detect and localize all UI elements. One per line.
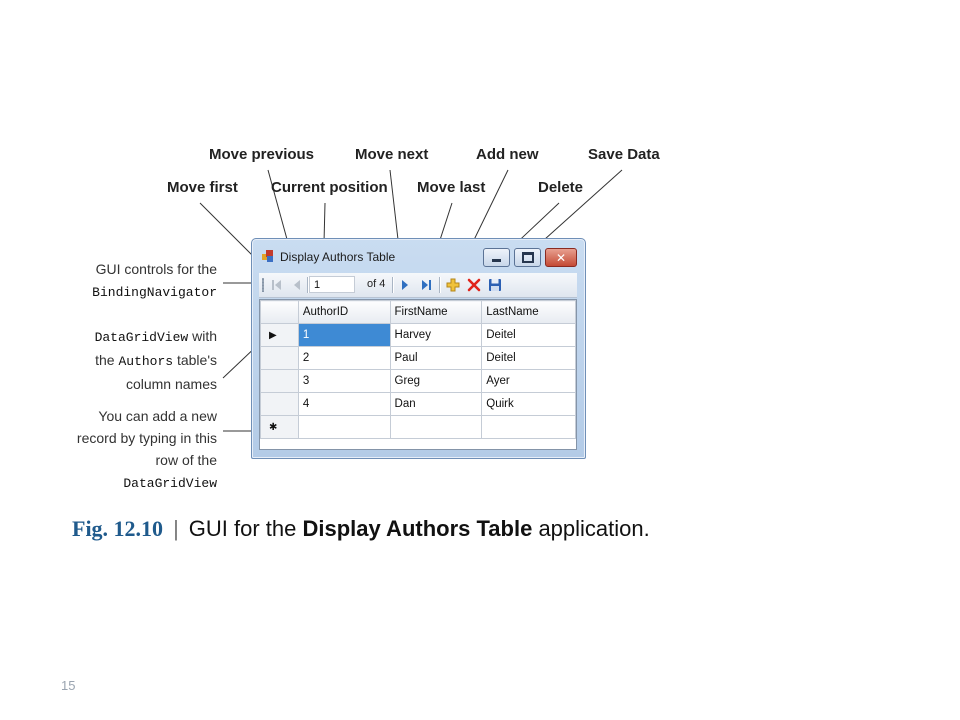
toolbar-grip[interactable] [262, 278, 264, 292]
table-cell[interactable]: Paul [390, 347, 482, 370]
record-count-label: of 4 [367, 278, 386, 290]
page-number: 15 [61, 678, 76, 693]
column-header-firstname[interactable]: FirstName [390, 301, 482, 324]
table-cell[interactable] [482, 416, 576, 439]
row-header[interactable] [261, 370, 299, 393]
header-corner-cell[interactable] [261, 301, 299, 324]
table-cell[interactable]: Ayer [482, 370, 576, 393]
table-row [261, 370, 576, 393]
callout-add-new: Add new [476, 146, 539, 163]
callout-move-last: Move last [417, 179, 486, 196]
column-header-authorid[interactable]: AuthorID [298, 301, 390, 324]
column-header-row [261, 301, 576, 324]
note-datagridview-columns: DataGridView with the Authors table's column names [94, 328, 217, 392]
table-row [261, 393, 576, 416]
new-record-row [261, 416, 576, 439]
figure-number: Fig. 12.10 [72, 516, 164, 541]
table-cell[interactable]: Harvey [390, 324, 482, 347]
note-binding-navigator: GUI controls for the BindingNavigator [92, 261, 217, 300]
table-cell[interactable]: 3 [298, 370, 390, 393]
table-cell[interactable] [298, 416, 390, 439]
callout-delete: Delete [538, 179, 584, 196]
table-cell[interactable]: 4 [298, 393, 390, 416]
binding-navigator-toolbar [259, 273, 577, 298]
table-row [261, 324, 576, 347]
toolbar-separator [307, 277, 308, 293]
table-cell[interactable]: Quirk [482, 393, 576, 416]
add-new-icon[interactable] [444, 276, 462, 294]
note-new-record-row: You can add a new record by typing in this row of the DataGridView [76, 408, 217, 491]
table-cell[interactable]: Deitel [482, 324, 576, 347]
save-icon[interactable] [486, 276, 504, 294]
title-bar[interactable] [252, 239, 585, 273]
table-cell[interactable]: 2 [298, 347, 390, 370]
minimize-button[interactable] [483, 248, 510, 267]
callout-current-position: Current position [271, 179, 388, 196]
caption-separator: | [173, 516, 179, 541]
move-first-icon[interactable] [268, 276, 286, 294]
row-header[interactable] [261, 393, 299, 416]
table-cell[interactable] [390, 416, 482, 439]
row-header[interactable] [261, 347, 299, 370]
callout-save-data: Save Data [588, 146, 660, 163]
callout-move-first: Move first [167, 179, 238, 196]
table-cell[interactable]: Deitel [482, 347, 576, 370]
column-header-lastname[interactable]: LastName [482, 301, 576, 324]
authors-table [260, 300, 576, 439]
maximize-button[interactable] [514, 248, 541, 267]
move-next-icon[interactable] [396, 276, 414, 294]
table-row [261, 347, 576, 370]
move-previous-icon[interactable] [288, 276, 306, 294]
table-cell[interactable]: 1 [298, 324, 390, 347]
callout-move-previous: Move previous [209, 146, 315, 163]
new-row-indicator[interactable]: ✱ [261, 416, 299, 439]
delete-icon[interactable] [465, 276, 483, 294]
toolbar-separator [392, 277, 393, 293]
current-position-input[interactable] [309, 276, 355, 293]
table-cell[interactable]: Dan [390, 393, 482, 416]
current-row-indicator[interactable]: ▶ [261, 324, 299, 347]
toolbar-separator [439, 277, 440, 293]
display-authors-window [251, 238, 586, 459]
move-last-icon[interactable] [417, 276, 435, 294]
table-cell[interactable]: Greg [390, 370, 482, 393]
figure-caption: Fig. 12.10 | GUI for the Display Authors Table application. [72, 516, 650, 541]
close-button[interactable]: ✕ [545, 248, 577, 267]
app-icon [262, 250, 274, 262]
authors-datagridview[interactable] [259, 299, 577, 450]
window-title: Display Authors Table [280, 250, 396, 264]
callout-move-next: Move next [355, 146, 429, 163]
